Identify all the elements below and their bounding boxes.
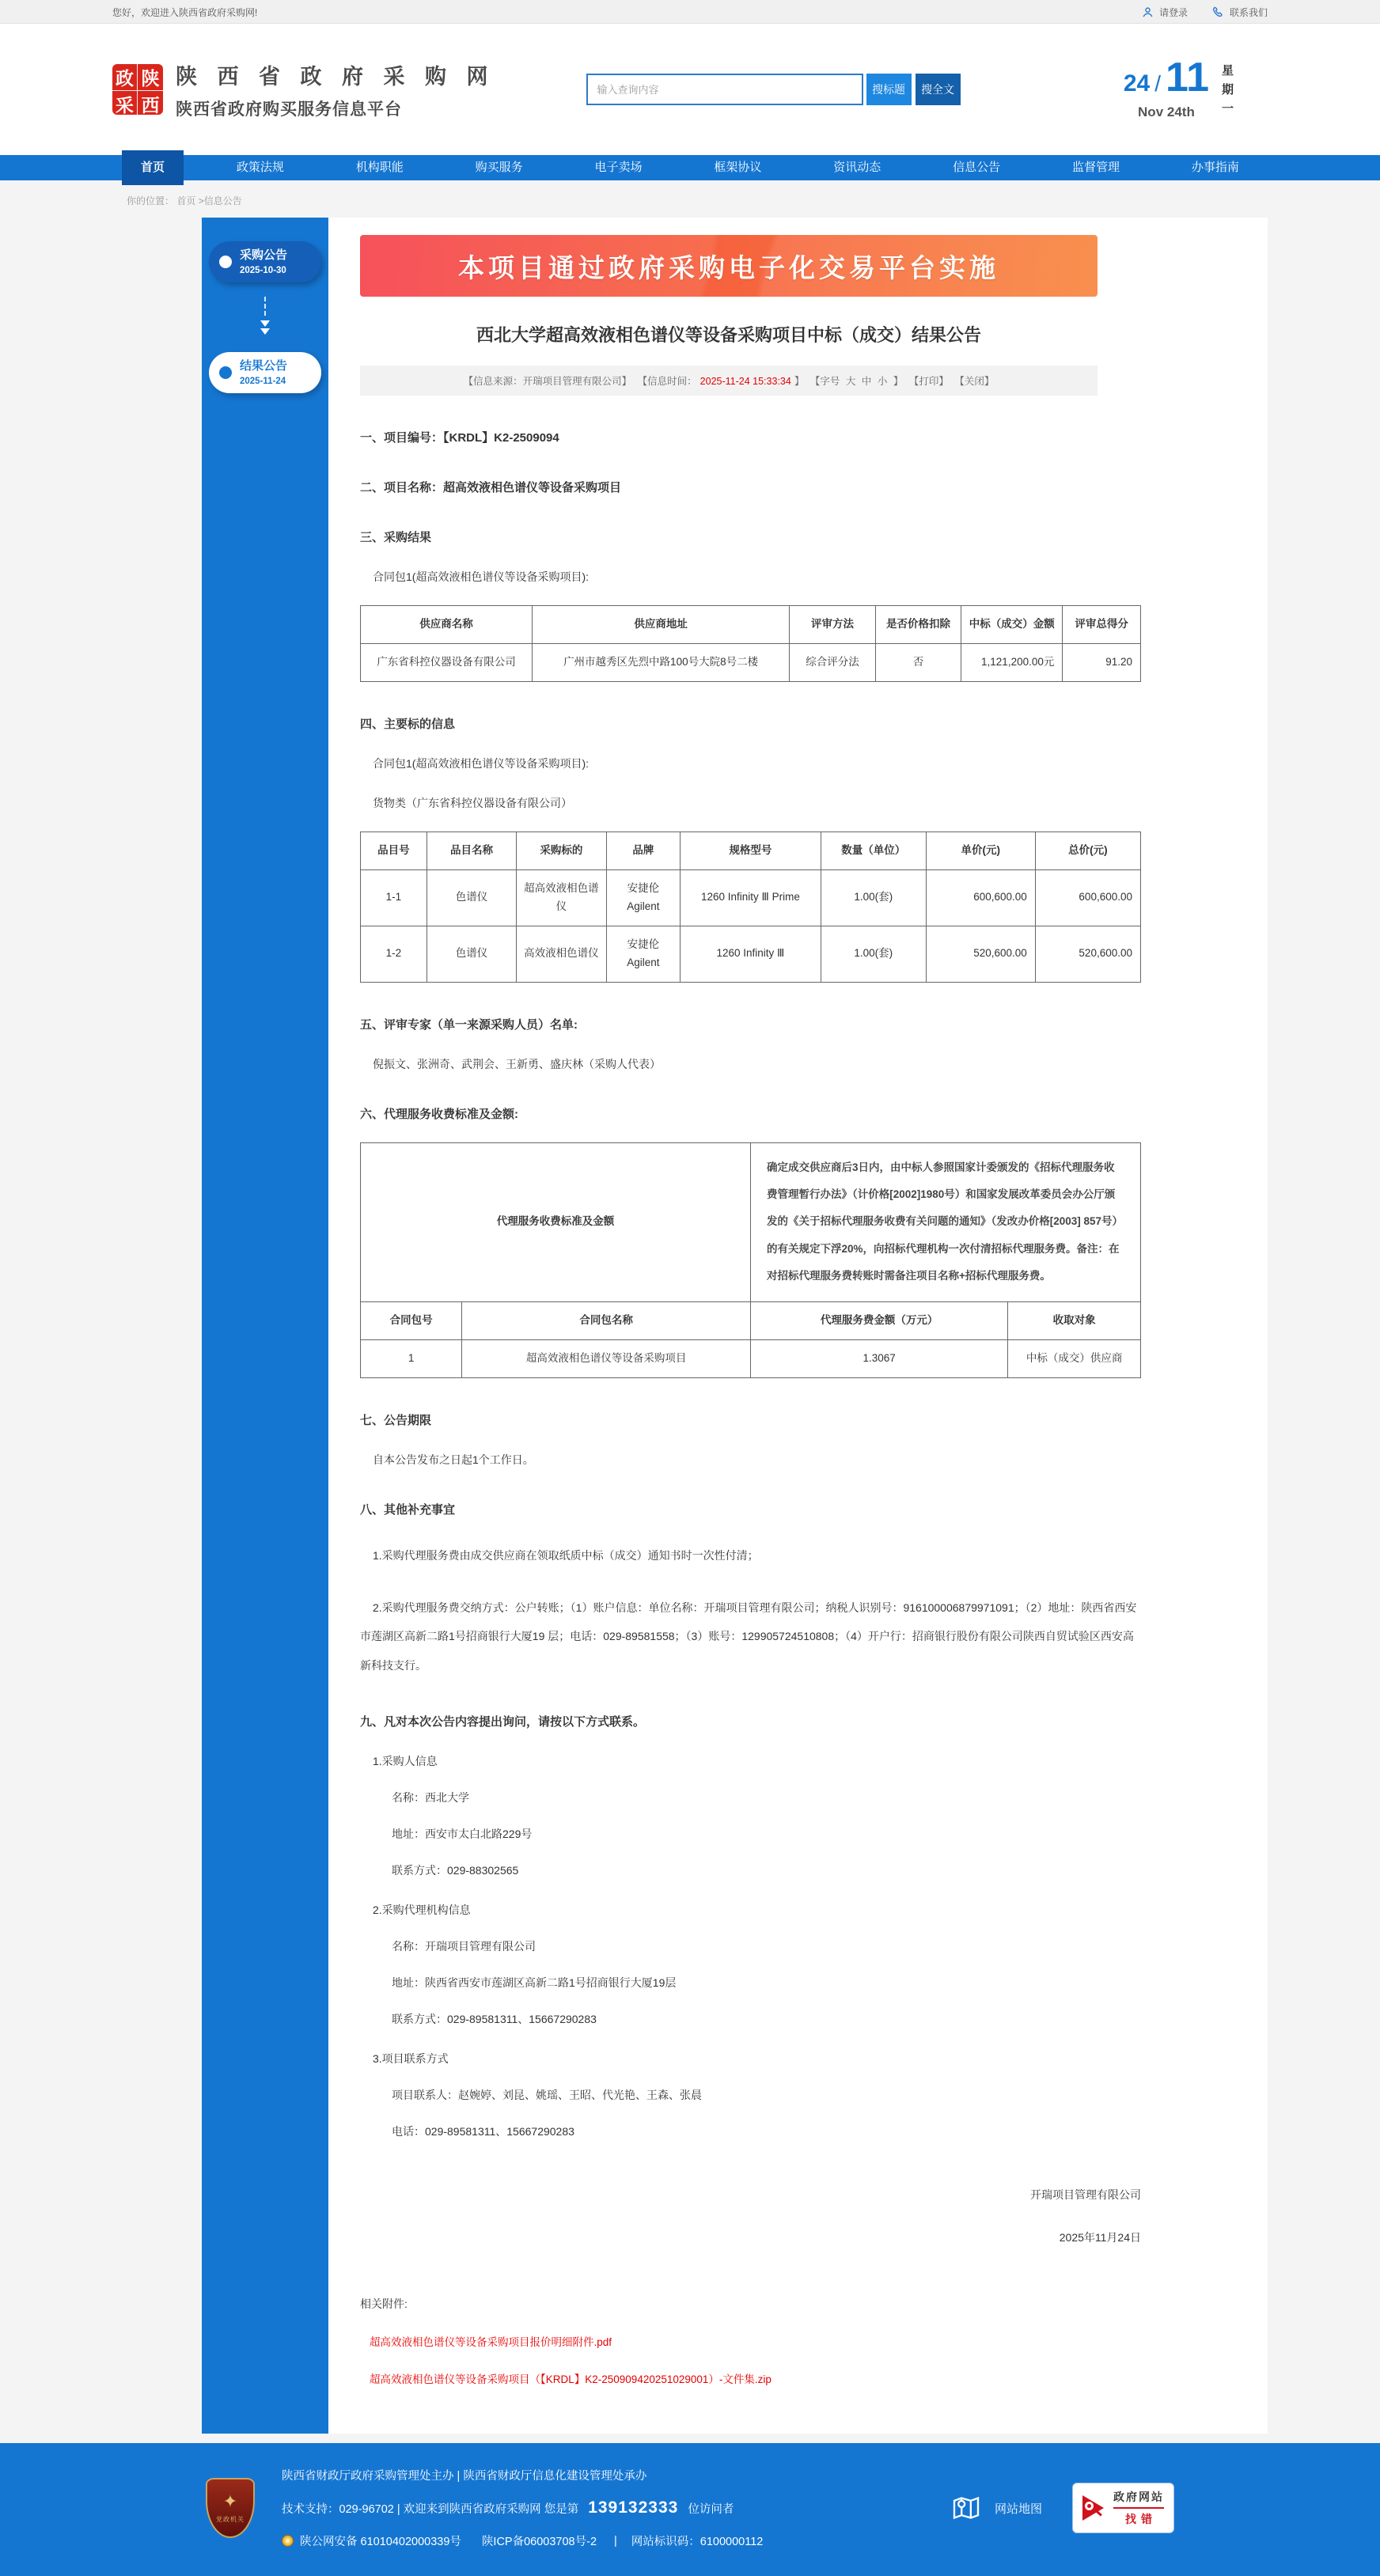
date-month: 11: [1166, 55, 1209, 101]
footer-line-support: 技术支持：029-96702 | 欢迎来到陕西省政府采购网 您是第 139132333 位访问者: [282, 2498, 734, 2517]
contact-label: 联系我们: [1229, 6, 1268, 18]
timeline-sidebar: [202, 218, 328, 2434]
section-main-subject-info: 四、主要标的信息: [360, 717, 456, 731]
nav-item-purchase-service[interactable]: 购买服务: [475, 161, 523, 174]
visitor-count: 139132333: [588, 2498, 679, 2517]
signature-company: 开瑞项目管理有限公司: [1030, 2188, 1141, 2202]
section-agency-fee: 六、代理服务收费标准及金额:: [360, 1107, 518, 1121]
footer: [0, 2443, 1380, 2576]
meta-time: 2025-11-24 15:33:34: [699, 376, 791, 387]
login-label: 请登录: [1158, 6, 1188, 18]
main: [0, 218, 1380, 2443]
breadcrumb-row: [0, 180, 1380, 218]
table-header-row: 供应商名称 供应商地址 评审方法 是否价格扣除 中标（成交）金额 评审总得分: [361, 606, 1141, 644]
nav-item-news[interactable]: 资讯动态: [833, 161, 881, 174]
agency-fee-table: [360, 1142, 1141, 1378]
contact-link[interactable]: [1211, 6, 1268, 19]
other-matters-2: 2.采购代理服务费交纳方式：公户转账；（1）账户信息：单位名称：开瑞项目管理有限公司；纳税人识别号：916100006879971091；（2）地址：陕西省西安市莲湖区高新二路1号招商银行大厦19 层；电话：029-89581558；（3）账号：129905724510808；（4）开户行：招商银行股份有限公司陕西自贸试验区西安高新科技支行。: [360, 1601, 1137, 1672]
site-title: 陕 西 省 政 府 采 购 网: [176, 64, 495, 89]
print-button[interactable]: 【打印】: [908, 376, 949, 387]
buyer-info-heading: 1.采购人信息: [373, 1755, 438, 1768]
platform-banner: 本项目通过政府采购电子化交易平台实施: [360, 235, 1098, 297]
font-size-large-button[interactable]: 大: [845, 376, 856, 387]
nav-item-e-mall[interactable]: 电子卖场: [594, 161, 643, 174]
attachment-link-zip[interactable]: 超高效液相色谱仪等设备采购项目（【KRDL】K2-250909420251029001）-文件集.zip: [370, 2373, 772, 2386]
site-subtitle: 陕西省政府购买服务信息平台: [176, 100, 402, 119]
header: [0, 24, 1380, 155]
footer-line-organizer: 陕西省财政厅政府采购管理处主办 | 陕西省财政厅信息化建设管理处承办: [282, 2470, 647, 2483]
welcome-text: 您好，欢迎进入陕西省政府采购网!: [112, 6, 258, 18]
sitemap-link[interactable]: [949, 2492, 1042, 2524]
font-size-medium-button[interactable]: 中: [861, 376, 872, 387]
section-other-matters: 八、其他补充事宜: [360, 1502, 456, 1517]
chevron-down-icon: [260, 328, 270, 335]
search-fulltext-button[interactable]: 搜全文: [916, 74, 961, 105]
section-inquiries: 九、凡对本次公告内容提出询问，请按以下方式联系。: [360, 1715, 646, 1729]
table-row: 广东省科控仪器设备有限公司 广州市越秀区先烈中路100号大院8号二楼 综合评分法 否 1,121,200.00元 91.20: [361, 643, 1141, 681]
search-input[interactable]: [586, 74, 863, 105]
map-icon: [949, 2492, 984, 2524]
notice-content: [360, 429, 1141, 2386]
agency-contact: 联系方式：029-89581311、15667290283: [392, 2013, 597, 2026]
items-table: [360, 832, 1141, 983]
agency-name: 名称：开瑞项目管理有限公司: [392, 1940, 536, 1953]
step-date: 2025-11-24: [240, 377, 286, 386]
icp-number: 陕ICP备06003708号-2: [481, 2536, 597, 2549]
contract-package-intro: 合同包1(超高效液相色谱仪等设备采购项目):: [373, 756, 589, 770]
agency-info-heading: 2.采购代理机构信息: [373, 1904, 471, 1917]
public-security-number: 陕公网安备 61010402000339号: [300, 2536, 461, 2549]
site-code: 网站标识码：6100000112: [631, 2536, 764, 2549]
article: [328, 218, 1268, 2434]
shield-emblem-icon: ✦: [222, 2491, 238, 2511]
user-icon: [1141, 6, 1154, 19]
step-label: 结果公告: [240, 359, 288, 373]
other-matters-1: 1.采购代理服务费由成交供应商在领取纸质中标（成交）通知书时一次性付清；: [373, 1548, 759, 1562]
step-date: 2025-10-30: [240, 266, 286, 275]
date-english: Nov 24th: [1138, 104, 1195, 119]
main-nav: [0, 155, 1380, 180]
contract-package-intro: 合同包1(超高效液相色谱仪等设备采购项目):: [373, 570, 589, 583]
gov-site-error-report-badge[interactable]: 政府网站 找错: [1072, 2483, 1174, 2533]
public-security-badge-icon: [282, 2535, 294, 2547]
sidebar-step-procurement-notice[interactable]: [209, 241, 321, 282]
supplier-result-table: [360, 605, 1141, 682]
signature-block: [360, 2187, 1141, 2245]
nav-item-announcements[interactable]: 信息公告: [953, 161, 1001, 174]
breadcrumb-current-link[interactable]: 信息公告: [203, 195, 242, 206]
table-row: 1-1 色谱仪 超高效液相色谱仪 安捷伦 Agilent 1260 Infinity Ⅲ Prime 1.00(套) 600,600.00 600,600.00: [361, 869, 1141, 926]
table-row: 代理服务收费标准及金额 确定成交供应商后3日内，由中标人参照国家计委颁发的《招标代理服务收费管理暂行办法》（计价格[2002]1980号）和国家发展改革委员会办公厅颁发的《关于招标代理服务收费有关问题的通知》（发改办价格[2003] 857号）的有关规定下浮20%，向招标代理机构一次付清招标代理服务费。备注：在对招标代理服务费转账时需备注项目名称+招标代理服务费。: [361, 1142, 1141, 1301]
phone-icon: [1211, 6, 1225, 19]
error-report-magnifier-icon: [1082, 2495, 1106, 2521]
close-button[interactable]: 【关闭】: [954, 376, 995, 387]
buyer-contact: 联系方式：029-88302565: [392, 1864, 519, 1877]
project-contacts: 项目联系人：赵婉婷、刘昆、姚瑶、王昭、代光艳、王森、张晨: [392, 2089, 702, 2102]
step-label: 采购公告: [240, 248, 288, 262]
date-day: 24: [1123, 70, 1151, 97]
table-header-row: 品目号 品目名称 采购标的 品牌 规格型号 数量（单位） 单价(元) 总价(元): [361, 832, 1141, 869]
date-widget: 24 / 11 Nov 24th 星期一: [1124, 59, 1236, 119]
login-link[interactable]: [1141, 6, 1188, 19]
chevron-down-icon: [260, 320, 270, 327]
search-bar: [586, 74, 961, 105]
buyer-name: 名称：西北大学: [392, 1791, 469, 1805]
project-phone: 电话：029-89581311、15667290283: [392, 2125, 574, 2138]
shield-label: 党政机关: [216, 2515, 245, 2523]
date-weekday: 星期一: [1222, 64, 1234, 116]
experts-list: 倪振文、张洲奇、武荆会、王新勇、盛庆林（采购人代表）: [373, 1057, 661, 1070]
site-logo: 政 陕 采 西: [112, 64, 163, 115]
section-experts: 五、评审专家（单一来源采购人员）名单:: [360, 1017, 578, 1032]
timeline-connector: [264, 297, 266, 316]
nav-item-supervision[interactable]: 监督管理: [1072, 161, 1120, 174]
table-row: 1 超高效液相色谱仪等设备采购项目 1.3067 中标（成交）供应商: [361, 1339, 1141, 1377]
nav-item-guide[interactable]: 办事指南: [1191, 161, 1239, 174]
nav-item-functions[interactable]: 机构职能: [355, 161, 404, 174]
section-project-name: 二、项目名称：超高效液相色谱仪等设备采购项目: [360, 481, 622, 494]
section-project-number: 一、项目编号：【KRDL】K2-2509094: [360, 431, 559, 445]
agency-address: 地址：陕西省西安市莲湖区高新二路1号招商银行大厦19层: [392, 1976, 677, 1990]
attachment-link-pdf[interactable]: 超高效液相色谱仪等设备采购项目报价明细附件.pdf: [370, 2336, 612, 2349]
logo-group: [112, 59, 495, 120]
meta-bar: 【信息来源：开瑞项目管理有限公司】 【信息时间： 2025-11-24 15:33:34 】 【字号 大 中 小 】 【打印】 【关闭】: [360, 366, 1098, 396]
party-gov-shield-badge: [206, 2478, 255, 2538]
buyer-address: 地址：西安市太白北路229号: [392, 1828, 533, 1841]
goods-category-line: 货物类（广东省科控仪器设备有限公司）: [373, 796, 572, 809]
meta-source: 【信息来源：开瑞项目管理有限公司】: [463, 376, 632, 387]
breadcrumb-prefix: 你的位置：: [127, 195, 175, 206]
attachments: [360, 2296, 1141, 2386]
topbar: [0, 0, 1380, 24]
footer-line-registration: 陕公网安备 61010402000339号 陕ICP备06003708号-2 | 网站标识码：6100000112: [282, 2532, 949, 2549]
table-row: 1-2 色谱仪 高效液相色谱仪 安捷伦 Agilent 1260 Infinity Ⅲ 1.00(套) 520,600.00 520,600.00: [361, 926, 1141, 982]
breadcrumb-home-link[interactable]: 首页: [176, 195, 196, 206]
nav-item-framework[interactable]: 框架协议: [714, 161, 762, 174]
step-dot: [219, 366, 232, 379]
step-dot: [219, 256, 232, 268]
nav-item-home[interactable]: 首页: [122, 150, 184, 185]
signature-date: 2025年11月24日: [1059, 2231, 1141, 2245]
breadcrumb: 你的位置： 首页 >信息公告: [127, 195, 242, 206]
sitemap-label: 网站地图: [994, 2502, 1042, 2516]
notice-period-text: 自本公告发布之日起1个工作日。: [373, 1453, 534, 1466]
project-contact-heading: 3.项目联系方式: [373, 2052, 449, 2066]
nav-item-policies[interactable]: 政策法规: [236, 161, 284, 174]
font-size-small-button[interactable]: 小: [877, 376, 888, 387]
attachments-heading: 相关附件:: [360, 2298, 408, 2311]
page-title: 西北大学超高效液相色谱仪等设备采购项目中标（成交）结果公告: [476, 325, 981, 345]
table-header-row: 合同包号 合同包名称 代理服务费金额（万元） 收取对象: [361, 1301, 1141, 1339]
section-procurement-result: 三、采购结果: [360, 531, 432, 544]
search-title-button[interactable]: 搜标题: [866, 74, 912, 105]
section-notice-period: 七、公告期限: [360, 1413, 432, 1427]
sidebar-step-result-notice[interactable]: [209, 352, 321, 393]
